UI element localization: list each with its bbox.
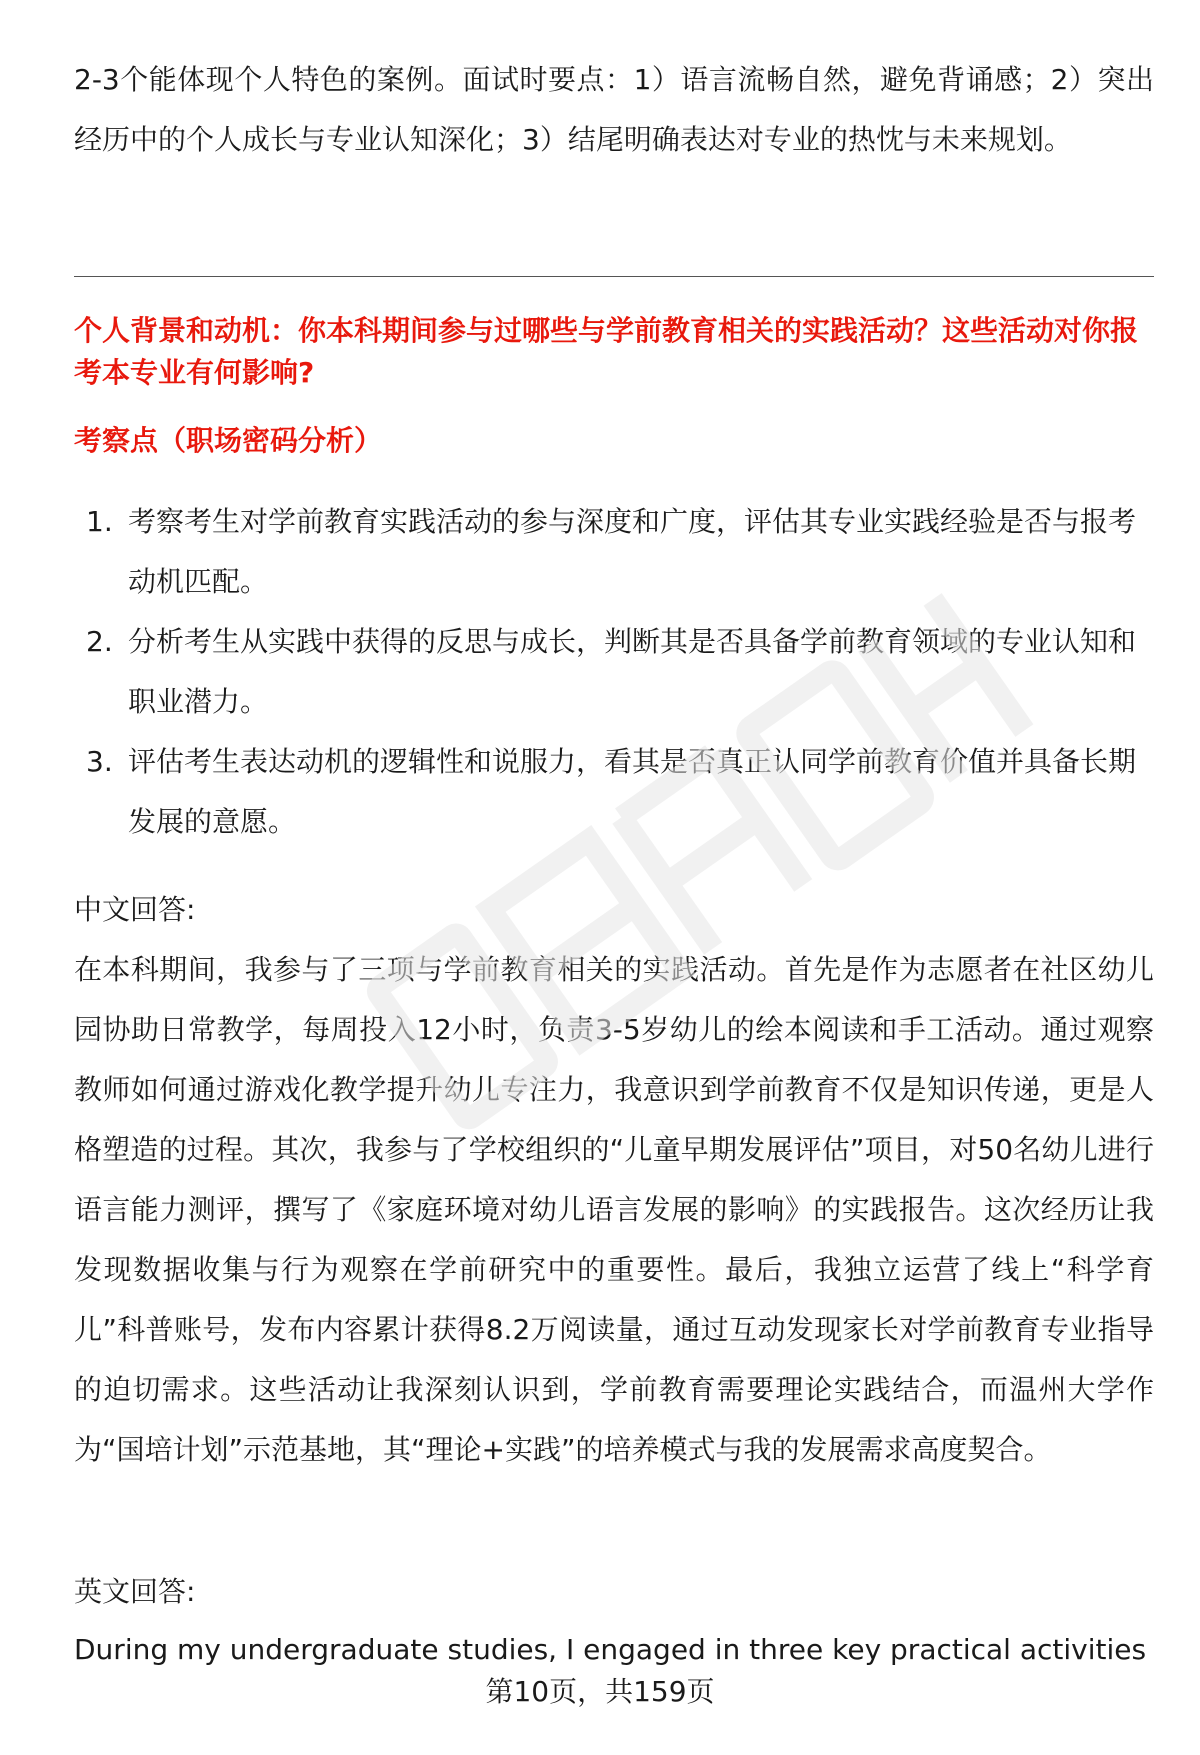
assessment-heading: 考察点（职场密码分析） <box>74 424 383 457</box>
point-number: 3. <box>86 745 113 778</box>
section-divider <box>74 276 1154 277</box>
point-text: 评估考生表达动机的逻辑性和说服力，看其是否真正认同学前教育价值并具备长期发展的意愿。 <box>128 745 1137 838</box>
intro-paragraph: 2-3个能体现个人特色的案例。面试时要点：1）语言流畅自然，避免背诵感；2）突出经历中的个人成长与专业认知深化；3）结尾明确表达对专业的热忱与未来规划。 <box>74 63 1154 156</box>
point-number: 1. <box>86 505 113 538</box>
assessment-point <box>74 732 1154 852</box>
chinese-answer-label: 中文回答: <box>74 893 196 926</box>
english-answer-label: 英文回答: <box>74 1575 196 1608</box>
assessment-point <box>74 612 1154 732</box>
assessment-point <box>74 492 1154 612</box>
chinese-answer-text: 在本科期间，我参与了三项与学前教育相关的实践活动。首先是作为志愿者在社区幼儿园协助日常教学，每周投入12小时，负责3-5岁幼儿的绘本阅读和手工活动。通过观察教师如何通过游戏化教学提升幼儿专注力，我意识到学前教育不仅是知识传递，更是人格塑造的过程。其次，我参与了学校组织的“儿童早期发展评估”项目，对50名幼儿进行语言能力测评，撰写了《家庭环境对幼儿语言发展的影响》的实践报告。这次经历让我发现数据收集与行为观察在学前研究中的重要性。最后，我独立运营了线上“科学育儿”科普账号，发布内容累计获得8.2万阅读量，通过互动发现家长对学前教育专业指导的迫切需求。这些活动让我深刻认识到，学前教育需要理论实践结合，而温州大学作为“国培计划”示范基地，其“理论+实践”的培养模式与我的发展需求高度契合。 <box>74 953 1154 1466</box>
assessment-points-list <box>74 492 1154 852</box>
english-answer-text: During my undergraduate studies, I engaged in three key practical activities <box>74 1633 1147 1666</box>
point-number: 2. <box>86 625 113 658</box>
page-footer: 第10页，共159页 <box>485 1675 715 1708</box>
point-text: 分析考生从实践中获得的反思与成长，判断其是否具备学前教育领域的专业认知和职业潜力。 <box>128 625 1137 718</box>
question-heading: 个人背景和动机：你本科期间参与过哪些与学前教育相关的实践活动？这些活动对你报考本专业有何影响? <box>74 314 1139 389</box>
point-text: 考察考生对学前教育实践活动的参与深度和广度，评估其专业实践经验是否与报考动机匹配。 <box>128 505 1137 598</box>
